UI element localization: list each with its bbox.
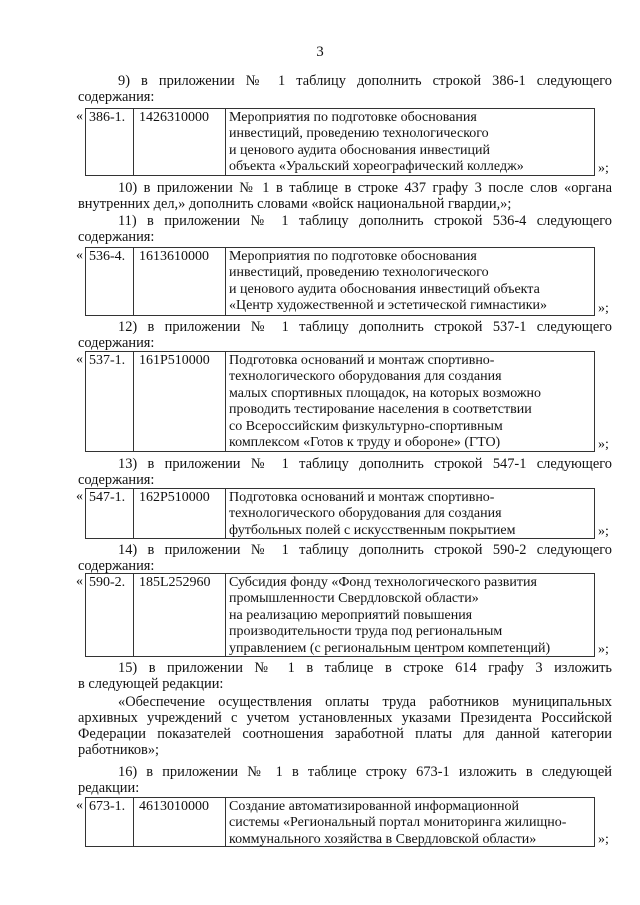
description-line: Подготовка оснований и монтаж спортивно-	[229, 353, 495, 368]
description-line: и ценового аудита обоснования инвестиций	[229, 142, 490, 158]
open-quote: «	[76, 574, 83, 589]
paragraph-line: архивных учреждений с учетом установленных указами Президента Российской	[78, 710, 612, 726]
close-quote: »;	[598, 642, 609, 657]
row-box	[85, 247, 595, 316]
table-row	[76, 108, 610, 176]
description-line: Мероприятия по подготовке обоснования	[229, 249, 477, 264]
row-number: 673-1.	[86, 798, 134, 846]
open-quote: «	[76, 352, 83, 367]
description-line: производительности труда под региональным	[229, 624, 503, 640]
row-number: 536-4.	[86, 248, 134, 315]
close-quote: »;	[598, 161, 609, 176]
table-row	[76, 488, 610, 539]
paragraph-line: внутренних дел,» дополнить словами «войск национальной гвардии,»;	[78, 196, 512, 212]
table-row	[76, 797, 610, 847]
paragraph-line: содержания:	[78, 472, 155, 488]
paragraph-line: работников»;	[78, 742, 160, 758]
paragraph	[78, 542, 612, 574]
row-description	[227, 574, 594, 657]
budget-code: 185L252960	[134, 574, 226, 656]
paragraph-line: 12) в приложении № 1 таблицу дополнить строкой 537-1 следующего	[118, 319, 612, 335]
paragraph-line: в следующей редакции:	[78, 676, 224, 692]
description-line: инвестиций, проведению технологического	[229, 126, 489, 142]
description-line: Создание автоматизированной информационной	[229, 799, 519, 814]
close-quote: »;	[598, 437, 609, 452]
row-number: 537-1.	[86, 352, 134, 451]
budget-code: 1613610000	[134, 248, 226, 315]
row-description	[227, 109, 594, 176]
row-number: 590-2.	[86, 574, 134, 656]
row-number: 386-1.	[86, 109, 134, 175]
paragraph	[78, 694, 612, 758]
close-quote: »;	[598, 832, 609, 847]
description-line: футбольных полей с искусственным покрытием	[229, 522, 516, 538]
open-quote: «	[76, 248, 83, 263]
description-line: технологического оборудования для создания	[229, 506, 502, 522]
description-line: малых спортивных площадок, на которых возможно	[229, 385, 542, 401]
table-row	[76, 573, 610, 657]
paragraph-line: 9) в приложении № 1 таблицу дополнить строкой 386-1 следующего	[118, 73, 612, 89]
open-quote: «	[76, 798, 83, 813]
row-box	[85, 488, 595, 539]
description-line: инвестиций, проведению технологического	[229, 265, 489, 281]
row-box	[85, 573, 595, 657]
paragraph-line: содержания:	[78, 89, 155, 105]
row-box	[85, 797, 595, 847]
close-quote: »;	[598, 301, 609, 316]
row-description	[227, 352, 594, 451]
row-description	[227, 798, 594, 848]
description-line: со Всероссийским физкультурно-спортивным	[229, 418, 503, 434]
paragraph	[78, 213, 612, 245]
paragraph	[78, 764, 612, 796]
paragraph	[78, 73, 612, 105]
table-row	[76, 351, 610, 452]
paragraph-line: 14) в приложении № 1 таблицу дополнить строкой 590-2 следующего	[118, 542, 612, 558]
description-line: Мероприятия по подготовке обоснования	[229, 110, 477, 125]
paragraph-line: содержания:	[78, 558, 155, 574]
page-number: 3	[316, 44, 324, 60]
row-description	[227, 489, 594, 539]
description-line: коммунального хозяйства в Свердловской области»	[229, 831, 537, 847]
paragraph-line: редакции:	[78, 780, 140, 796]
paragraph-line: 10) в приложении № 1 в таблице в строке 437 графу 3 после слов «органа	[118, 180, 612, 196]
description-line: Подготовка оснований и монтаж спортивно-	[229, 490, 495, 505]
budget-code: 162P510000	[134, 489, 226, 538]
paragraph	[78, 319, 612, 351]
paragraph-line: 13) в приложении № 1 таблицу дополнить строкой 547-1 следующего	[118, 456, 612, 472]
paragraph-line: «Обеспечение осуществления оплаты труда работников муниципальных	[118, 694, 612, 710]
budget-code: 4613010000	[134, 798, 226, 846]
description-line: Субсидия фонду «Фонд технологического развития	[229, 575, 537, 590]
paragraph-line: 15) в приложении № 1 в таблице в строке 614 графу 3 изложить	[118, 660, 612, 676]
description-line: комплексом «Готов к труду и обороне» (ГТО)	[229, 435, 501, 451]
budget-code: 1426310000	[134, 109, 226, 175]
paragraph-line: 16) в приложении № 1 в таблице строку 673-1 изложить в следующей	[118, 764, 612, 780]
paragraph	[78, 660, 612, 692]
description-line: и ценового аудита обоснования инвестиций объекта	[229, 281, 540, 297]
row-number: 547-1.	[86, 489, 134, 538]
paragraph	[78, 456, 612, 488]
row-box	[85, 108, 595, 176]
description-line: проводить тестирование населения в соответствии	[229, 402, 532, 418]
row-box	[85, 351, 595, 452]
paragraph-line: 11) в приложении № 1 таблицу дополнить строкой 536-4 следующего	[118, 213, 612, 229]
description-line: системы «Региональный портал мониторинга жилищно-	[229, 815, 567, 831]
description-line: промышленности Свердловской области»	[229, 591, 479, 607]
paragraph	[78, 180, 612, 212]
budget-code: 161P510000	[134, 352, 226, 451]
row-description	[227, 248, 594, 315]
open-quote: «	[76, 109, 83, 124]
paragraph-line: содержания:	[78, 335, 155, 351]
open-quote: «	[76, 489, 83, 504]
paragraph-line: содержания:	[78, 229, 155, 245]
description-line: технологического оборудования для создания	[229, 369, 502, 385]
close-quote: »;	[598, 524, 609, 539]
description-line: объекта «Уральский хореографический колледж»	[229, 159, 524, 175]
description-line: управлением (с региональным центром компетенций)	[229, 640, 551, 656]
description-line: «Центр художественной и эстетической гимнастики»	[229, 298, 548, 314]
paragraph-line: Федерации показателей соотношения заработной платы для данной категории	[78, 726, 612, 742]
table-row	[76, 247, 610, 316]
description-line: на реализацию мероприятий повышения	[229, 607, 473, 623]
